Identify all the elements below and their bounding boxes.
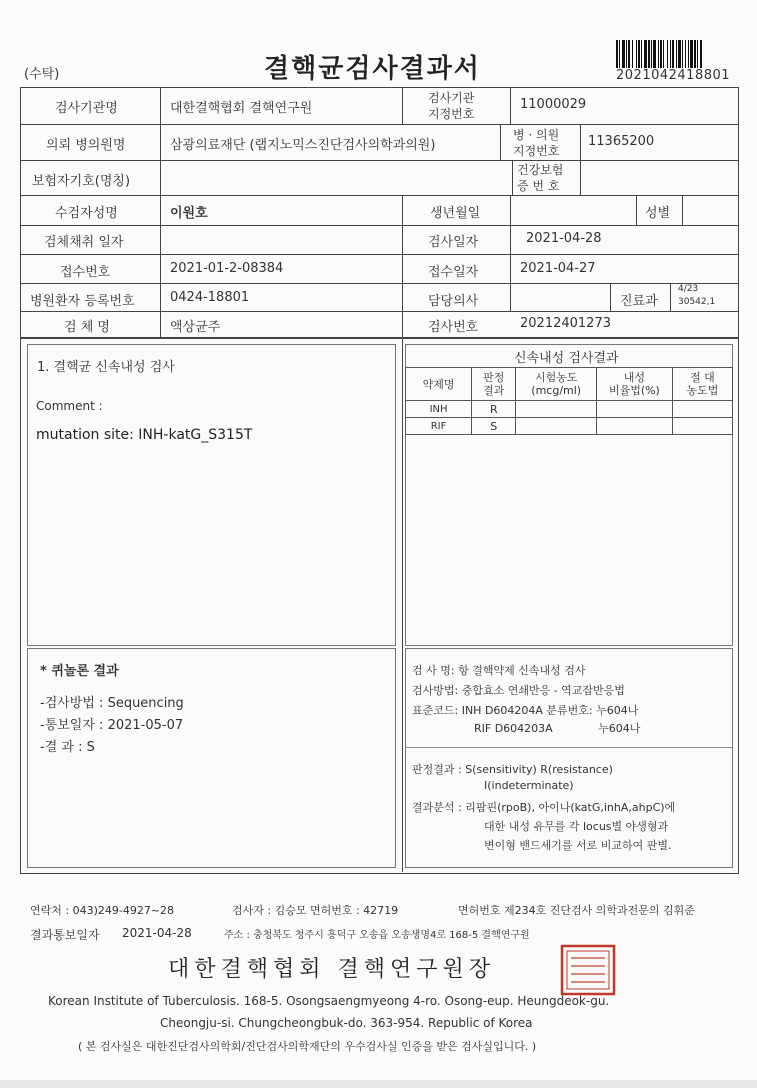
hospital-code-label-1: 병 · 의원 (513, 128, 560, 142)
patient-name: 이원호 (170, 206, 208, 221)
judge-line-1: 판정결과 : S(sensitivity) R(resistance) (412, 763, 613, 776)
specialist-info: 면허번호 제234호 진단검사 의학과전문의 김휘준 (458, 904, 695, 917)
header-abs-2: 농도법 (686, 384, 719, 397)
hospital-code: 11365200 (588, 134, 655, 149)
drug-inh: INH (406, 401, 472, 418)
request-hospital: 삼광의료재단 (랩지노믹스진단검사의학과의원) (170, 138, 436, 153)
quinolone-box (27, 648, 396, 868)
insured-label: 보험자기호(명칭) (32, 174, 131, 189)
specimen: 액상균주 (170, 320, 221, 335)
left-panel-heading: 1. 결핵균 신속내성 검사 (37, 360, 175, 375)
consignment-label: (수탁) (24, 67, 60, 82)
english-address-1: Korean Institute of Tuberculosis. 168-5. Osongsaengmyeong 4-ro. Osong-eup. Heungdeok-gu. (48, 994, 610, 1008)
sex-label: 성별 (645, 206, 671, 221)
institute-name: 대한결핵협회 결핵연구원장 (168, 957, 496, 982)
barcode-icon (616, 40, 748, 68)
judge-line-2: I(indeterminate) (484, 779, 574, 792)
left-panel (27, 344, 396, 646)
lab-name: 대한결핵협회 결핵연구원 (170, 101, 313, 116)
report-date: 2021-04-28 (122, 926, 192, 940)
contact-info: 연락처 : 043)249-4927~28 (30, 904, 175, 917)
method-line-1: 검 사 명: 항 결핵약제 신속내성 검사 (412, 664, 586, 677)
table-row (406, 418, 733, 435)
drug-rif: RIF (406, 418, 472, 435)
header-judge-2: 결과 (483, 384, 505, 397)
doctor-label: 담당의사 (428, 294, 479, 309)
dept-label: 진료과 (620, 294, 658, 309)
receipt-no: 2021-01-2-08384 (170, 261, 284, 276)
header-abs-1: 절 대 (690, 371, 715, 384)
analysis-line-3: 변이형 밴드세기를 서로 비교하여 판별. (484, 839, 672, 852)
english-address-2: Cheongju-si. Chungcheongbuk-do. 363-954. Republic of Korea (160, 1016, 533, 1030)
analysis-line-1: 결과분석 : 리팜핀(rpoB), 아이나(katG,inhA,ahpC)에 (412, 801, 676, 814)
result-table-title: 신속내성 검사결과 (514, 351, 619, 366)
result-table (405, 367, 733, 435)
test-no-label: 검사번호 (428, 320, 479, 335)
request-hospital-label: 의뢰 병의원명 (46, 138, 126, 153)
quinolone-method: -검사방법 : Sequencing (40, 696, 184, 711)
receipt-date: 2021-04-27 (520, 261, 596, 276)
method-line-3a: 표준코드: INH D604204A 분류번호: 누604나 (412, 704, 639, 717)
insurance-label-2: 증 번 호 (517, 179, 560, 193)
barcode-number: 2021042418801 (616, 68, 731, 83)
address: 주소 : 충청북도 청주시 흥덕구 오송읍 오송생명4로 168-5 결핵연구원 (224, 930, 530, 941)
lab-code-label-2: 지정번호 (428, 107, 475, 121)
insurance-label-1: 건강보험 (517, 163, 564, 177)
dept-note-2: 30542,1 (678, 297, 716, 307)
reg-no-label: 병원환자 등록번호 (30, 294, 135, 309)
quinolone-result: -결 과 : S (40, 740, 95, 755)
test-no: 20212401273 (520, 316, 611, 331)
header-conc-2: (mcg/ml) (531, 384, 582, 397)
header-conc-1: 시험농도 (534, 371, 578, 384)
receipt-date-label: 접수일자 (428, 265, 479, 280)
mutation-site: mutation site: INH-katG_S315T (36, 427, 253, 443)
test-date: 2021-04-28 (526, 231, 602, 246)
hospital-code-label-2: 지정번호 (513, 144, 560, 158)
header-judge-1: 판정 (483, 371, 505, 384)
header-ratio-2: 비율법(%) (608, 384, 660, 397)
patient-label: 수검자성명 (55, 206, 118, 221)
header-ratio-1: 내성 (623, 371, 646, 384)
report-date-label: 결과통보일자 (30, 928, 100, 942)
table-row (406, 401, 733, 418)
quinolone-report-date: -통보일자 : 2021-05-07 (40, 718, 184, 733)
certification-note: ( 본 검사실은 대한진단검사의학회/진단검사의학재단의 우수검사실 인증을 받은 검사실입니다. ) (78, 1040, 537, 1053)
lab-code-label-1: 검사기관 (428, 91, 475, 105)
method-box (405, 648, 733, 868)
analysis-line-2: 대한 내성 유무를 각 locus별 야생형과 (484, 820, 669, 833)
dept-note-1: 4/23 (678, 284, 699, 294)
test-date-label: 검사일자 (428, 235, 479, 250)
tester-info: 검사자 : 김승모 면허번호 : 42719 (232, 904, 399, 917)
official-seal-icon (560, 944, 616, 996)
reg-no: 0424-18801 (170, 290, 250, 305)
comment-label: Comment : (36, 399, 103, 413)
document-title: 결핵균검사결과서 (264, 54, 481, 84)
method-line-2: 검사방법: 중합효소 연쇄반응 - 역교잡반응법 (412, 684, 625, 697)
result-inh: R (472, 401, 516, 418)
quinolone-heading: * 퀴놀론 결과 (40, 664, 119, 679)
method-line-3b: RIF D604203A 누604나 (474, 722, 641, 735)
result-rif: S (472, 418, 516, 435)
lab-code: 11000029 (520, 97, 587, 112)
header-drug: 약제명 (406, 368, 472, 401)
birth-label: 생년월일 (430, 206, 481, 221)
collect-date-label: 검체채취 일자 (44, 235, 124, 250)
specimen-label: 검 체 명 (64, 320, 110, 335)
receipt-no-label: 접수번호 (60, 265, 111, 280)
lab-name-label: 검사기관명 (55, 101, 118, 116)
